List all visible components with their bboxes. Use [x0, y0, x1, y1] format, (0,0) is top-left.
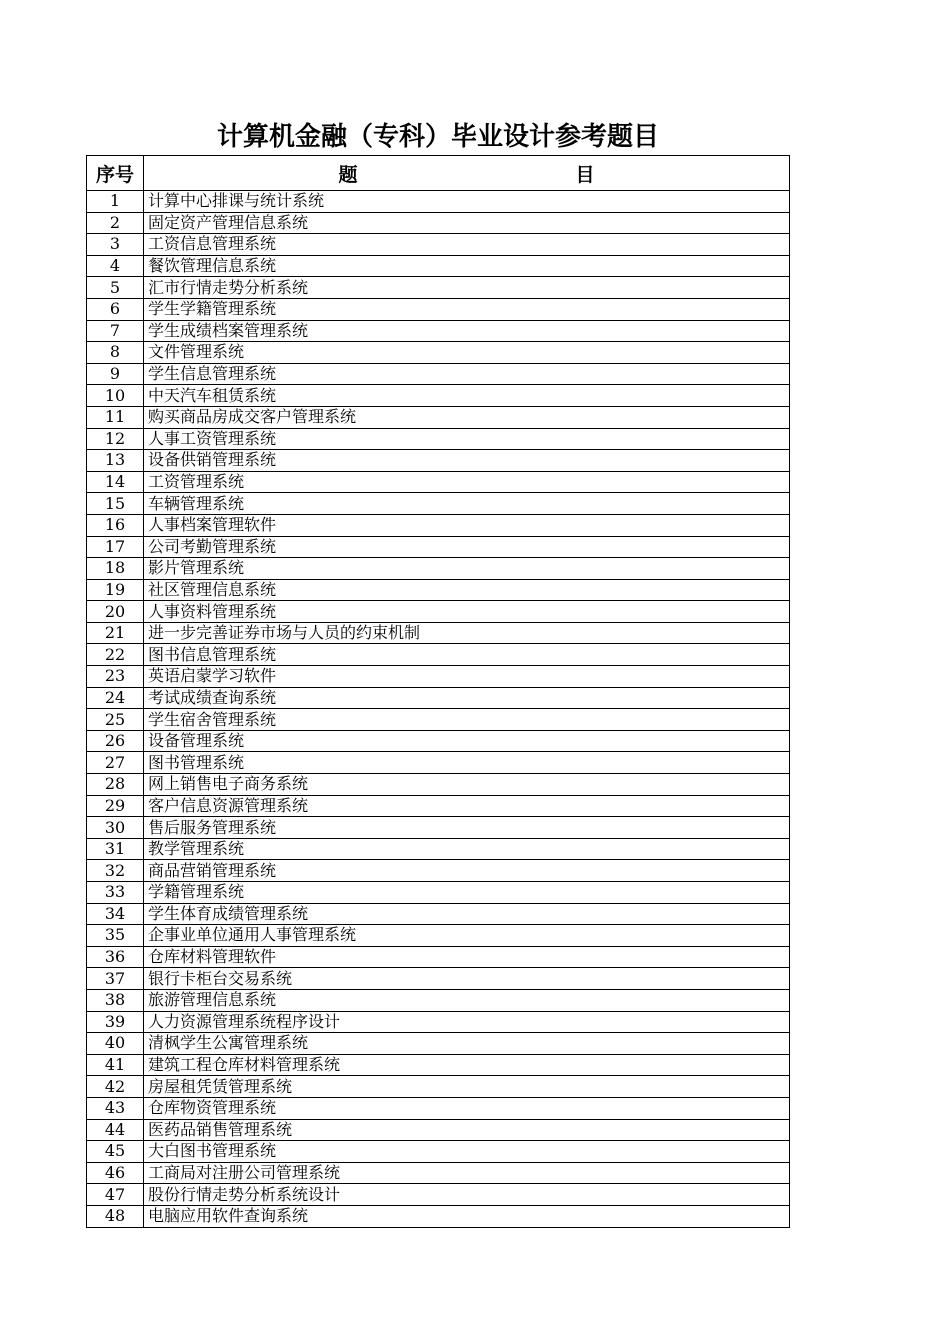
row-topic: 旅游管理信息系统 [144, 989, 790, 1011]
table-row [87, 1162, 790, 1184]
table-row [87, 212, 790, 234]
table-row [87, 730, 790, 752]
table-row [87, 968, 790, 990]
table-row [87, 989, 790, 1011]
row-topic: 进一步完善证券市场与人员的约束机制 [144, 622, 790, 644]
row-topic: 人事档案管理软件 [144, 514, 790, 536]
table-row [87, 255, 790, 277]
row-topic: 购买商品房成交客户管理系统 [144, 406, 790, 428]
table-body [87, 191, 790, 1228]
row-topic: 学生宿舍管理系统 [144, 709, 790, 731]
row-number: 14 [87, 471, 144, 493]
row-number: 4 [87, 255, 144, 277]
row-topic: 车辆管理系统 [144, 493, 790, 515]
row-topic: 股份行情走势分析系统设计 [144, 1184, 790, 1206]
row-number: 26 [87, 730, 144, 752]
table-row [87, 428, 790, 450]
table-row [87, 1033, 790, 1055]
table-row [87, 666, 790, 688]
table-row [87, 320, 790, 342]
row-number: 29 [87, 795, 144, 817]
row-topic: 工资管理系统 [144, 471, 790, 493]
table-row [87, 817, 790, 839]
row-topic: 银行卡柜台交易系统 [144, 968, 790, 990]
row-number: 22 [87, 644, 144, 666]
row-number: 47 [87, 1184, 144, 1206]
row-topic: 企事业单位通用人事管理系统 [144, 925, 790, 947]
table-row [87, 774, 790, 796]
table-row [87, 579, 790, 601]
table-row [87, 882, 790, 904]
table-row [87, 622, 790, 644]
row-number: 8 [87, 342, 144, 364]
row-number: 23 [87, 666, 144, 688]
table-row [87, 752, 790, 774]
row-number: 7 [87, 320, 144, 342]
table-row [87, 1141, 790, 1163]
table-row [87, 946, 790, 968]
table-row [87, 1119, 790, 1141]
topics-table [86, 155, 790, 1228]
row-topic: 学生信息管理系统 [144, 363, 790, 385]
table-row [87, 709, 790, 731]
row-topic: 人力资源管理系统程序设计 [144, 1011, 790, 1033]
row-number: 44 [87, 1119, 144, 1141]
row-topic: 大白图书管理系统 [144, 1141, 790, 1163]
row-number: 9 [87, 363, 144, 385]
header-number: 序号 [87, 156, 144, 191]
row-topic: 文件管理系统 [144, 342, 790, 364]
table-row [87, 342, 790, 364]
table-row [87, 514, 790, 536]
row-number: 2 [87, 212, 144, 234]
row-number: 21 [87, 622, 144, 644]
row-topic: 汇市行情走势分析系统 [144, 277, 790, 299]
row-topic: 学籍管理系统 [144, 882, 790, 904]
table-row [87, 925, 790, 947]
table-row [87, 903, 790, 925]
row-topic: 设备供销管理系统 [144, 450, 790, 472]
header-topic: 题 目 [144, 156, 790, 191]
row-number: 15 [87, 493, 144, 515]
row-number: 33 [87, 882, 144, 904]
row-topic: 英语启蒙学习软件 [144, 666, 790, 688]
row-topic: 建筑工程仓库材料管理系统 [144, 1054, 790, 1076]
row-number: 41 [87, 1054, 144, 1076]
row-topic: 考试成绩查询系统 [144, 687, 790, 709]
row-number: 43 [87, 1097, 144, 1119]
row-number: 16 [87, 514, 144, 536]
row-number: 39 [87, 1011, 144, 1033]
row-number: 20 [87, 601, 144, 623]
row-number: 35 [87, 925, 144, 947]
table-row [87, 1205, 790, 1227]
row-topic: 学生学籍管理系统 [144, 298, 790, 320]
row-number: 34 [87, 903, 144, 925]
row-number: 28 [87, 774, 144, 796]
table-row [87, 363, 790, 385]
row-number: 25 [87, 709, 144, 731]
table-row [87, 385, 790, 407]
row-topic: 工资信息管理系统 [144, 234, 790, 256]
table-row [87, 795, 790, 817]
table-row [87, 1076, 790, 1098]
row-number: 30 [87, 817, 144, 839]
row-topic: 商品营销管理系统 [144, 860, 790, 882]
row-topic: 工商局对注册公司管理系统 [144, 1162, 790, 1184]
row-number: 5 [87, 277, 144, 299]
row-topic: 人事工资管理系统 [144, 428, 790, 450]
row-number: 31 [87, 838, 144, 860]
row-topic: 电脑应用软件查询系统 [144, 1205, 790, 1227]
row-topic: 学生成绩档案管理系统 [144, 320, 790, 342]
row-topic: 房屋租凭赁管理系统 [144, 1076, 790, 1098]
row-topic: 设备管理系统 [144, 730, 790, 752]
row-number: 13 [87, 450, 144, 472]
page-title: 计算机金融（专科）毕业设计参考题目 [216, 122, 659, 152]
row-number: 27 [87, 752, 144, 774]
row-number: 19 [87, 579, 144, 601]
table-row [87, 536, 790, 558]
row-topic: 社区管理信息系统 [144, 579, 790, 601]
table-row [87, 277, 790, 299]
row-number: 18 [87, 558, 144, 580]
table-row [87, 493, 790, 515]
row-topic: 固定资产管理信息系统 [144, 212, 790, 234]
row-topic: 中天汽车租赁系统 [144, 385, 790, 407]
row-number: 45 [87, 1141, 144, 1163]
row-topic: 学生体育成绩管理系统 [144, 903, 790, 925]
row-number: 1 [87, 191, 144, 213]
row-number: 36 [87, 946, 144, 968]
row-number: 32 [87, 860, 144, 882]
table-row [87, 191, 790, 213]
table-row [87, 687, 790, 709]
row-topic: 人事资料管理系统 [144, 601, 790, 623]
row-number: 17 [87, 536, 144, 558]
table-row [87, 1011, 790, 1033]
row-topic: 公司考勤管理系统 [144, 536, 790, 558]
table-row [87, 644, 790, 666]
table-row [87, 234, 790, 256]
row-topic: 教学管理系统 [144, 838, 790, 860]
row-number: 24 [87, 687, 144, 709]
row-topic: 图书信息管理系统 [144, 644, 790, 666]
table-row [87, 406, 790, 428]
row-number: 10 [87, 385, 144, 407]
row-number: 48 [87, 1205, 144, 1227]
table-row [87, 298, 790, 320]
table-row [87, 601, 790, 623]
row-number: 38 [87, 989, 144, 1011]
table-row [87, 1184, 790, 1206]
row-number: 11 [87, 406, 144, 428]
row-number: 6 [87, 298, 144, 320]
row-topic: 图书管理系统 [144, 752, 790, 774]
row-topic: 仓库材料管理软件 [144, 946, 790, 968]
row-topic: 售后服务管理系统 [144, 817, 790, 839]
table-row [87, 558, 790, 580]
row-topic: 影片管理系统 [144, 558, 790, 580]
table-row [87, 450, 790, 472]
row-topic: 医药品销售管理系统 [144, 1119, 790, 1141]
row-number: 42 [87, 1076, 144, 1098]
row-topic: 清枫学生公寓管理系统 [144, 1033, 790, 1055]
row-topic: 计算中心排课与统计系统 [144, 191, 790, 213]
row-number: 37 [87, 968, 144, 990]
table-row [87, 860, 790, 882]
row-number: 12 [87, 428, 144, 450]
row-number: 46 [87, 1162, 144, 1184]
row-topic: 网上销售电子商务系统 [144, 774, 790, 796]
table-row [87, 1054, 790, 1076]
row-topic: 仓库物资管理系统 [144, 1097, 790, 1119]
table-row [87, 1097, 790, 1119]
row-number: 40 [87, 1033, 144, 1055]
table-header-row [87, 156, 790, 191]
table-row [87, 471, 790, 493]
row-number: 3 [87, 234, 144, 256]
row-topic: 客户信息资源管理系统 [144, 795, 790, 817]
row-topic: 餐饮管理信息系统 [144, 255, 790, 277]
table-row [87, 838, 790, 860]
